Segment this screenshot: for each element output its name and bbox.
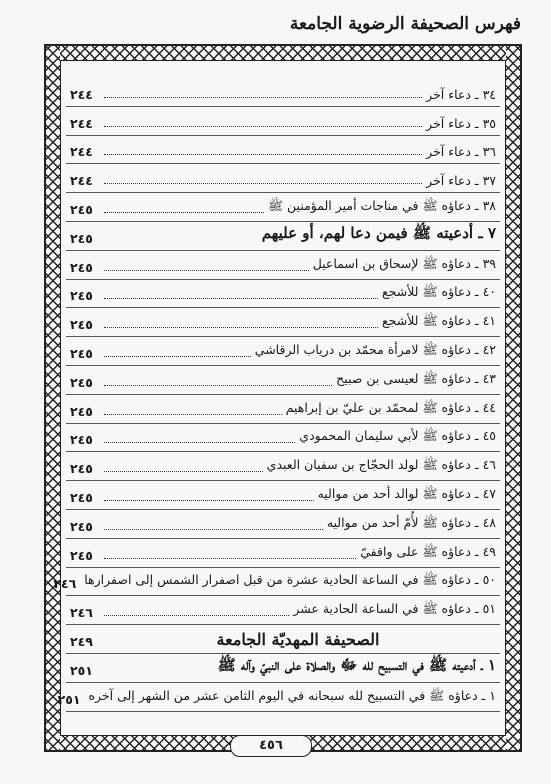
toc-entry[interactable] bbox=[66, 395, 500, 424]
toc-entry-page-number: ٢٤٥ bbox=[70, 345, 93, 361]
leader-dots bbox=[104, 528, 323, 530]
braid-border-top bbox=[46, 46, 520, 60]
toc-entry-page-number: ٢٤٥ bbox=[70, 259, 93, 275]
toc-entry-label: ٣٥ ـ دعاء آخر bbox=[426, 115, 496, 131]
braid-border-right bbox=[506, 46, 520, 750]
toc-entry-label: ٤٨ ـ دعاؤه ﷺ لأُمّ أحد من مواليه bbox=[326, 514, 496, 530]
toc-entry-label: الصحيفة المهديّة الجامعة bbox=[216, 629, 380, 649]
leader-dots bbox=[104, 269, 309, 271]
toc-entry-label: ٣٩ ـ دعاؤه ﷺ لإسحاق بن اسماعيل bbox=[312, 255, 496, 271]
toc-entry[interactable] bbox=[66, 424, 500, 453]
leader-dots bbox=[104, 470, 263, 472]
toc-entry-label: ١ ـ أدعيته ﷺ في التسبيح لله ﷻ والصلاة على النبيّ وآله ﷺ bbox=[217, 655, 496, 674]
toc-list bbox=[53, 78, 500, 712]
toc-entry-label: ٤٧ ـ دعاؤه ﷺ لوالد أحد من مواليه bbox=[317, 485, 496, 501]
toc-entry[interactable] bbox=[66, 193, 500, 222]
toc-section-heading[interactable] bbox=[66, 625, 500, 654]
toc-entry[interactable] bbox=[66, 596, 500, 625]
toc-entry-label: ٤٢ ـ دعاؤه ﷺ لامرأة محمّد بن دریاب الرقاشي bbox=[254, 341, 496, 357]
toc-entry-page-number: ٢٤٥ bbox=[70, 547, 93, 563]
leader-dots bbox=[104, 614, 289, 616]
toc-entry-page-number: ٢٤٤ bbox=[70, 115, 93, 131]
leader-dots bbox=[104, 499, 314, 501]
toc-entry[interactable] bbox=[66, 366, 500, 395]
toc-entry[interactable] bbox=[66, 308, 500, 337]
toc-entry-label: ٤٠ ـ دعاؤه ﷺ للأشجع bbox=[382, 284, 496, 300]
braid-border-left bbox=[46, 46, 60, 750]
toc-entry-label: ٣٤ ـ دعاء آخر bbox=[426, 86, 496, 102]
toc-entry-page-number: ٢٤٤ bbox=[70, 144, 93, 160]
toc-entry-label: ٣٦ ـ دعاء آخر bbox=[426, 144, 496, 160]
toc-entry[interactable] bbox=[66, 510, 500, 539]
toc-entry[interactable] bbox=[66, 78, 500, 107]
toc-entry[interactable] bbox=[66, 251, 500, 280]
toc-entry-page-number: ٢٤٥ bbox=[70, 201, 93, 217]
toc-entry-label: ٤٣ ـ دعاؤه ﷺ لعیسی بن صبیح bbox=[336, 370, 496, 386]
leader-dots bbox=[104, 326, 378, 328]
toc-entry-label: ٤١ ـ دعاؤه ﷺ للأشجع bbox=[382, 313, 496, 329]
toc-entry[interactable] bbox=[66, 481, 500, 510]
toc-entry[interactable] bbox=[66, 164, 500, 193]
leader-dots bbox=[104, 441, 295, 443]
toc-entry-page-number: ٢٤٥ bbox=[70, 230, 93, 246]
toc-entry[interactable] bbox=[66, 136, 500, 165]
toc-entry[interactable] bbox=[66, 107, 500, 136]
leader-dots bbox=[104, 153, 422, 155]
toc-entry-page-number: ٢٤٦ bbox=[53, 576, 77, 592]
toc-entry-page-number: ٢٤٥ bbox=[70, 461, 93, 477]
toc-entry-label: ١ ـ دعاؤه ﷺ في التسبيح لله سبحانه في اليوم الثامن عشر من الشهر إلى آخره bbox=[88, 687, 496, 703]
toc-entry-label: ٤٥ ـ دعاؤه ﷺ لأبي سليمان المحمودي bbox=[299, 428, 496, 444]
toc-entry-page-number: ٢٤٥ bbox=[70, 288, 93, 304]
toc-entry-page-number: ٢٤٤ bbox=[70, 173, 93, 189]
toc-entry-label: ٥١ ـ دعاؤه ﷺ في الساعة الحادية عشر bbox=[293, 601, 496, 617]
leader-dots bbox=[104, 673, 214, 674]
leader-dots bbox=[104, 355, 251, 357]
toc-entry[interactable] bbox=[53, 568, 500, 597]
toc-entry[interactable] bbox=[66, 280, 500, 309]
toc-entry-label: ٣٨ ـ دعاؤه ﷺ في مناجات أمير المؤمنين ﷺ bbox=[267, 197, 496, 213]
toc-entry-page-number: ٢٤٥ bbox=[70, 317, 93, 333]
toc-section-heading[interactable] bbox=[66, 222, 500, 251]
toc-entry[interactable] bbox=[66, 539, 500, 568]
leader-dots bbox=[104, 297, 378, 299]
toc-entry-page-number: ٢٤٥ bbox=[70, 374, 93, 390]
toc-entry-page-number: ٢٤٥ bbox=[70, 518, 93, 534]
toc-entry-page-number: ٢٤٤ bbox=[70, 86, 93, 102]
toc-entry-page-number: ٢٤٥ bbox=[70, 432, 93, 448]
leader-dots bbox=[104, 125, 422, 127]
toc-entry-page-number: ٢٤٥ bbox=[70, 403, 93, 419]
toc-entry-page-number: ٢٥١ bbox=[57, 691, 81, 707]
leader-dots bbox=[104, 96, 422, 98]
leader-dots bbox=[104, 413, 282, 415]
toc-entry-label: ٤٤ ـ دعاؤه ﷺ لمحمّد بن عليّ بن إبراهيم bbox=[285, 399, 496, 415]
toc-entry[interactable] bbox=[66, 452, 500, 481]
toc-entry-label: ٧ ـ أدعيته ﷺ فيمن دعا لهم، أو عليهم bbox=[261, 223, 496, 242]
leader-dots bbox=[104, 211, 264, 213]
toc-entry[interactable] bbox=[66, 337, 500, 366]
toc-entry-label: ٥٠ ـ دعاؤه ﷺ في الساعة الحادية عشرة من قبل اصفرار الشمس إلى اصفرارها bbox=[84, 572, 496, 588]
toc-entry-page-number: ٢٤٥ bbox=[70, 489, 93, 505]
toc-entry-page-number: ٢٥١ bbox=[70, 662, 93, 678]
page-number-badge: ٤٥٦ bbox=[230, 735, 312, 757]
toc-entry-page-number: ٢٤٦ bbox=[70, 605, 93, 621]
leader-dots bbox=[104, 182, 422, 184]
toc-entry[interactable] bbox=[57, 683, 500, 712]
leader-dots bbox=[104, 241, 258, 242]
page-header-title: فهرس الصحيفة الرضوية الجامعة bbox=[289, 14, 521, 34]
toc-entry-label: ٤٦ ـ دعاؤه ﷺ لولد الحجّاج بن سفيان العبدي bbox=[266, 457, 496, 473]
toc-entry-label: ٤٩ ـ دعاؤه ﷺ على واقفيّ bbox=[360, 543, 496, 559]
toc-entry-label: ٣٧ ـ دعاء آخر bbox=[426, 173, 496, 189]
toc-entry-page-number: ٢٤٩ bbox=[70, 633, 93, 649]
leader-dots bbox=[104, 384, 332, 386]
leader-dots bbox=[104, 557, 356, 559]
toc-section-heading[interactable] bbox=[66, 654, 500, 683]
